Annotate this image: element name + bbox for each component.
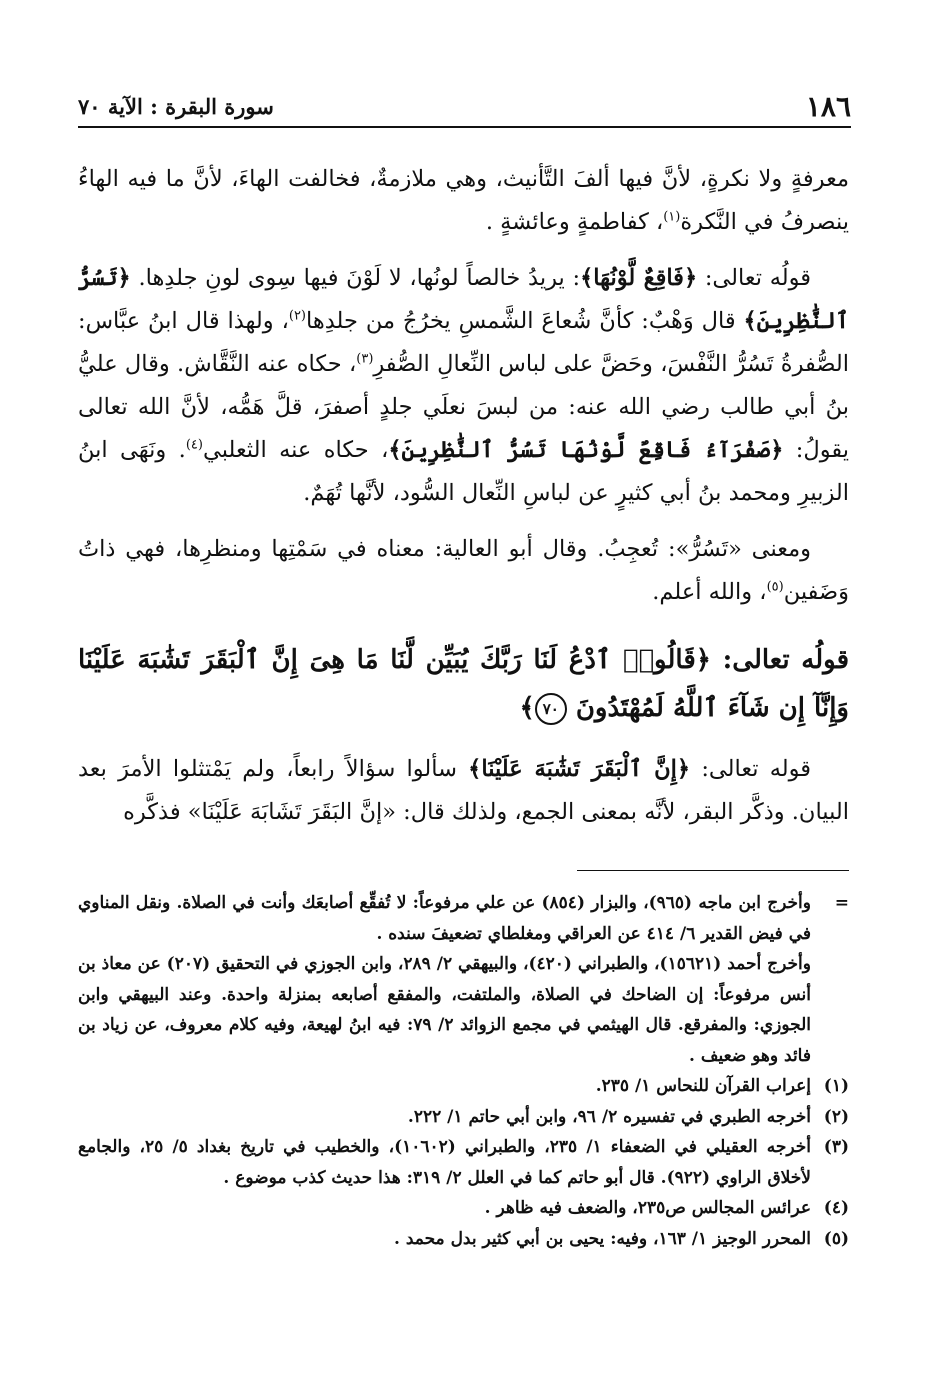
footnote-ref[interactable]: (٣) xyxy=(356,351,374,367)
paragraph-text: ، والله أعلم. xyxy=(652,579,767,605)
footnote-mark: (١) xyxy=(823,1076,849,1096)
paragraph-text: ، كفاطمةٍ وعائشةٍ . xyxy=(485,209,664,235)
paragraph-text: : يريدُ خالصاً لونُها، لا لَوْنَ فيها سِوى لونِ جلدِها. xyxy=(130,265,581,291)
quran-quote: ﴿فَاقِعٌ لَّوْنُهَا﴾ xyxy=(580,265,698,291)
footnote-mark: (٤) xyxy=(823,1198,849,1218)
footnote-text: وأخرج أحمد (١٥٦٢١)، والطبراني (٤٢٠)، والبيهقي ٢/ ٢٨٩، وابن الجوزي في التحقيق (٢٠٧) عن معاذ بن أنس مرفوعاً: إن الضاحك في الصلاة، والملتفت، والمفقع أصابعه بمنزلة واحدة. وعند البيهقي وابن الجوزي: والمفرقع. قال الهيثمي في مجمع الزوائد ٢/ ٧٩: فيه ابنُ لهيعة، وفيه كلام معروف، عن زياد بن فائد وهو ضعيف . xyxy=(78,954,811,1066)
main-text xyxy=(78,158,849,847)
ayah-number-badge: ٧٠ xyxy=(535,693,567,725)
paragraph-2 xyxy=(78,257,849,515)
footnote-ref[interactable]: (٤) xyxy=(185,437,203,453)
verse-label: قولُه تعالى: xyxy=(710,645,849,675)
footnote-text: إعراب القرآن للنحاس ١/ ٢٣٥. xyxy=(595,1076,811,1096)
verse-close-bracket: ﴾ xyxy=(519,693,535,723)
footnote-text: أخرجه العقيلي في الضعفاء ١/ ٢٣٥، والطبراني (١٠٦٠٢)، والخطيب في تاريخ بغداد ٥/ ٢٥، والجامع لأخلاق الراوي (٩٢٢). قال أبو حاتم كما في العلل ٢/ ٣١٩: هذا حديث كذب موضوع . xyxy=(78,1137,811,1188)
footnote-mark: = xyxy=(834,893,849,913)
footnote-text: أخرجه الطبري في تفسيره ٢/ ٩٦، وابن أبي حاتم ١/ ٢٢٢. xyxy=(407,1106,811,1127)
quran-quote: ﴿صَفْرَآءُ فَاقِعٌ لَّوْنُهَا تَسُرُّ ٱلنَّٰظِرِينَ﴾ xyxy=(388,437,784,463)
footnote-4 xyxy=(78,1193,849,1224)
quran-quote: ﴿إِنَّ ٱلْبَقَرَ تَشَٰبَهَ عَلَيْنَا﴾ xyxy=(468,756,691,782)
verse-heading xyxy=(78,636,849,732)
paragraph-text: ، حكاه عنه الثعلبي xyxy=(202,437,389,463)
paragraph-text: ومعنى «تَسُرُّ»: تُعجِبُ. وقال أبو العالية: معناه في سَمْتِها ومنظرِها، فهي ذاتُ وَضَفين xyxy=(78,536,849,605)
footnote-text: المحرر الوجيز ١/ ١٦٣، وفيه: يحيى بن أبي كثير بدل محمد . xyxy=(393,1228,811,1249)
paragraph-text: ، حكاه عنه النَّقَّاش. وقال عليُّ بنُ أبي طالب رضي الله عنه: من لبسَ نعلَي جلدٍ أصفرَ، قلَّ هَمُّه، لأنَّ الله تعالى يقولُ: xyxy=(78,351,850,463)
footnotes xyxy=(78,888,849,1254)
paragraph-text: ، ولهذا قال ابنُ عبَّاس: الصُّفرةُ تَسُرُّ النَّفْسَ، وحَضَّ على لباس النِّعالِ الصُّفرِ xyxy=(78,308,850,377)
paragraph-text: قولُه تعالى: xyxy=(697,265,811,291)
footnote-continued xyxy=(78,949,849,1071)
footnote-ref[interactable]: (٥) xyxy=(766,579,784,595)
running-title: سورة البقرة : الآية ٧٠ xyxy=(78,94,274,119)
footnote-ref[interactable]: (١) xyxy=(663,209,681,225)
paragraph-3 xyxy=(78,528,849,614)
paragraph-text: معرفةٍ ولا نكرةٍ، لأنَّ فيها ألفَ التَّأنيث، وهي ملازمةٌ، فخالفت الهاءَ، لأنَّ ما فيه الهاءُ ينصرفُ في النَّكرة xyxy=(78,166,849,235)
paragraph-text: سألوا سؤالاً رابعاً، ولم يَمْتثلوا الأمرَ بعد البيان. وذكَّر البقر، لأنَّه بمعنى الجمع، ولذلك قال: «إنَّ البَقَرَ تَشَابَهَ عَلَيْنَا» فذكَّره xyxy=(78,756,849,825)
paragraph-text: قوله تعالى: xyxy=(690,756,812,782)
footnote-continued xyxy=(78,888,849,949)
footnote-text: وأخرج ابن ماجه (٩٦٥)، والبزار (٨٥٤) عن علي مرفوعاً: لا تُفقِّع أصابعَك وأنت في الصلاة. ونقل المناوي في فيض القدير ٦/ ٤١٤ عن العراقي ومغلطاي تضعيفَ سنده . xyxy=(78,893,811,944)
paragraph-text: قال وَهْبٌ: كأنَّ شُعاعَ الشَّمسِ يخرُجُ من جلدِها xyxy=(306,308,744,334)
paragraph-4 xyxy=(78,748,849,834)
footnote-1 xyxy=(78,1071,849,1102)
verse-text: ﴿قَالُوا۟ ٱدْعُ لَنَا رَبَّكَ يُبَيِّن لَّنَا مَا هِىَ إِنَّ ٱلْبَقَرَ تَشَٰبَهَ عَلَيْنَا وَإِنَّآ إِن شَآءَ ٱللَّهُ لَمُهْتَدُونَ xyxy=(78,645,849,723)
page-header xyxy=(78,86,851,128)
footnote-mark: (٣) xyxy=(823,1137,849,1157)
footnote-mark xyxy=(811,949,849,1071)
quran-quote: ﴿تَسُرُّ ٱلنَّٰظِرِينَ﴾ xyxy=(78,265,850,334)
footnote-mark: (٥) xyxy=(823,1228,849,1249)
paragraph-text: . ونَهَى ابنُ الزبيرِ ومحمد بنُ أبي كثيرٍ عن لباسِ النِّعال السُّود، لأنَّها تُهَمٌ. xyxy=(78,437,849,506)
page-number: ١٨٦ xyxy=(805,90,851,123)
footnote-ref[interactable]: (٢) xyxy=(288,308,306,324)
paragraph-1 xyxy=(78,158,849,244)
footnote-mark: (٢) xyxy=(823,1106,849,1127)
footnote-text: عرائس المجالس ص٢٣٥، والضعف فيه ظاهر . xyxy=(484,1198,811,1218)
footnote-3 xyxy=(78,1132,849,1193)
footnote-5 xyxy=(78,1224,849,1255)
footnote-divider xyxy=(577,870,849,871)
footnote-2 xyxy=(78,1102,849,1133)
